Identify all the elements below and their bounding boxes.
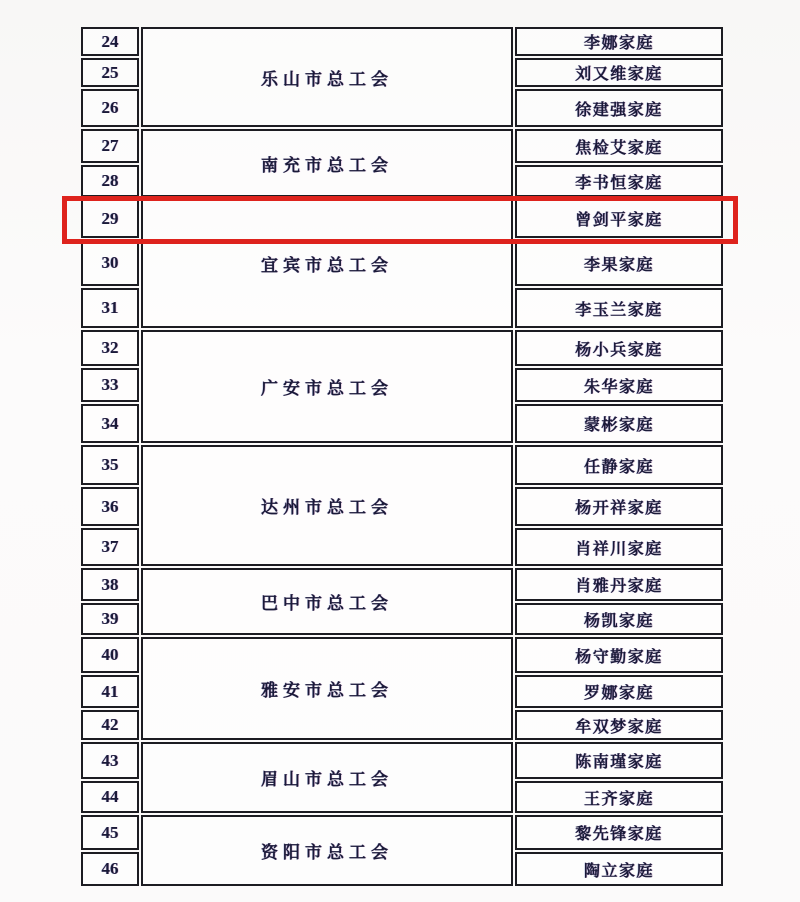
family-name-cell: 王齐家庭 bbox=[515, 781, 723, 813]
table-row bbox=[81, 815, 723, 850]
family-name-cell: 刘又维家庭 bbox=[515, 58, 723, 87]
serial-number-cell: 27 bbox=[81, 129, 139, 163]
table-row bbox=[81, 199, 723, 238]
family-name-cell: 杨凯家庭 bbox=[515, 603, 723, 635]
serial-number-cell: 37 bbox=[81, 528, 139, 566]
serial-number-cell: 43 bbox=[81, 742, 139, 779]
serial-number-cell: 29 bbox=[81, 199, 139, 238]
table-row bbox=[81, 129, 723, 163]
serial-number-cell: 34 bbox=[81, 404, 139, 443]
table-row bbox=[81, 330, 723, 366]
organization-cell: 达州市总工会 bbox=[141, 445, 513, 566]
organization-cell: 乐山市总工会 bbox=[141, 27, 513, 127]
family-name-cell: 杨开祥家庭 bbox=[515, 487, 723, 526]
family-name-cell: 黎先锋家庭 bbox=[515, 815, 723, 850]
family-name-cell: 李玉兰家庭 bbox=[515, 288, 723, 328]
serial-number-cell: 24 bbox=[81, 27, 139, 56]
serial-number-cell: 42 bbox=[81, 710, 139, 740]
organization-cell: 广安市总工会 bbox=[141, 330, 513, 443]
family-name-cell: 杨守勤家庭 bbox=[515, 637, 723, 673]
family-name-cell: 蒙彬家庭 bbox=[515, 404, 723, 443]
family-name-cell: 李娜家庭 bbox=[515, 27, 723, 56]
serial-number-cell: 44 bbox=[81, 781, 139, 813]
serial-number-cell: 46 bbox=[81, 852, 139, 886]
organization-cell: 宜宾市总工会 bbox=[141, 199, 513, 328]
serial-number-cell: 32 bbox=[81, 330, 139, 366]
serial-number-cell: 28 bbox=[81, 165, 139, 197]
table-row bbox=[81, 742, 723, 779]
table-row bbox=[81, 445, 723, 485]
family-name-cell: 牟双梦家庭 bbox=[515, 710, 723, 740]
family-name-cell: 罗娜家庭 bbox=[515, 675, 723, 708]
family-name-cell: 李书恒家庭 bbox=[515, 165, 723, 197]
family-name-cell: 焦检艾家庭 bbox=[515, 129, 723, 163]
organization-cell: 巴中市总工会 bbox=[141, 568, 513, 635]
family-name-cell: 杨小兵家庭 bbox=[515, 330, 723, 366]
serial-number-cell: 30 bbox=[81, 240, 139, 286]
family-name-cell: 陈南瑾家庭 bbox=[515, 742, 723, 779]
serial-number-cell: 38 bbox=[81, 568, 139, 601]
family-name-cell-highlighted: 曾剑平家庭 bbox=[515, 199, 723, 238]
serial-number-cell: 26 bbox=[81, 89, 139, 127]
serial-number-cell: 36 bbox=[81, 487, 139, 526]
organization-cell: 雅安市总工会 bbox=[141, 637, 513, 740]
nominee-table-body bbox=[81, 27, 723, 886]
family-name-cell: 任静家庭 bbox=[515, 445, 723, 485]
family-name-cell: 李果家庭 bbox=[515, 240, 723, 286]
serial-number-cell: 33 bbox=[81, 368, 139, 402]
serial-number-cell: 41 bbox=[81, 675, 139, 708]
serial-number-cell: 35 bbox=[81, 445, 139, 485]
serial-number-cell: 39 bbox=[81, 603, 139, 635]
nominee-table bbox=[79, 25, 725, 888]
serial-number-cell: 31 bbox=[81, 288, 139, 328]
organization-cell: 眉山市总工会 bbox=[141, 742, 513, 813]
serial-number-cell: 45 bbox=[81, 815, 139, 850]
serial-number-cell: 40 bbox=[81, 637, 139, 673]
family-name-cell: 陶立家庭 bbox=[515, 852, 723, 886]
family-name-cell: 肖雅丹家庭 bbox=[515, 568, 723, 601]
table-row bbox=[81, 27, 723, 56]
organization-cell: 资阳市总工会 bbox=[141, 815, 513, 886]
family-name-cell: 朱华家庭 bbox=[515, 368, 723, 402]
family-name-cell: 徐建强家庭 bbox=[515, 89, 723, 127]
family-name-cell: 肖祥川家庭 bbox=[515, 528, 723, 566]
table-row bbox=[81, 568, 723, 601]
organization-cell: 南充市总工会 bbox=[141, 129, 513, 197]
serial-number-cell: 25 bbox=[81, 58, 139, 87]
table-row bbox=[81, 637, 723, 673]
